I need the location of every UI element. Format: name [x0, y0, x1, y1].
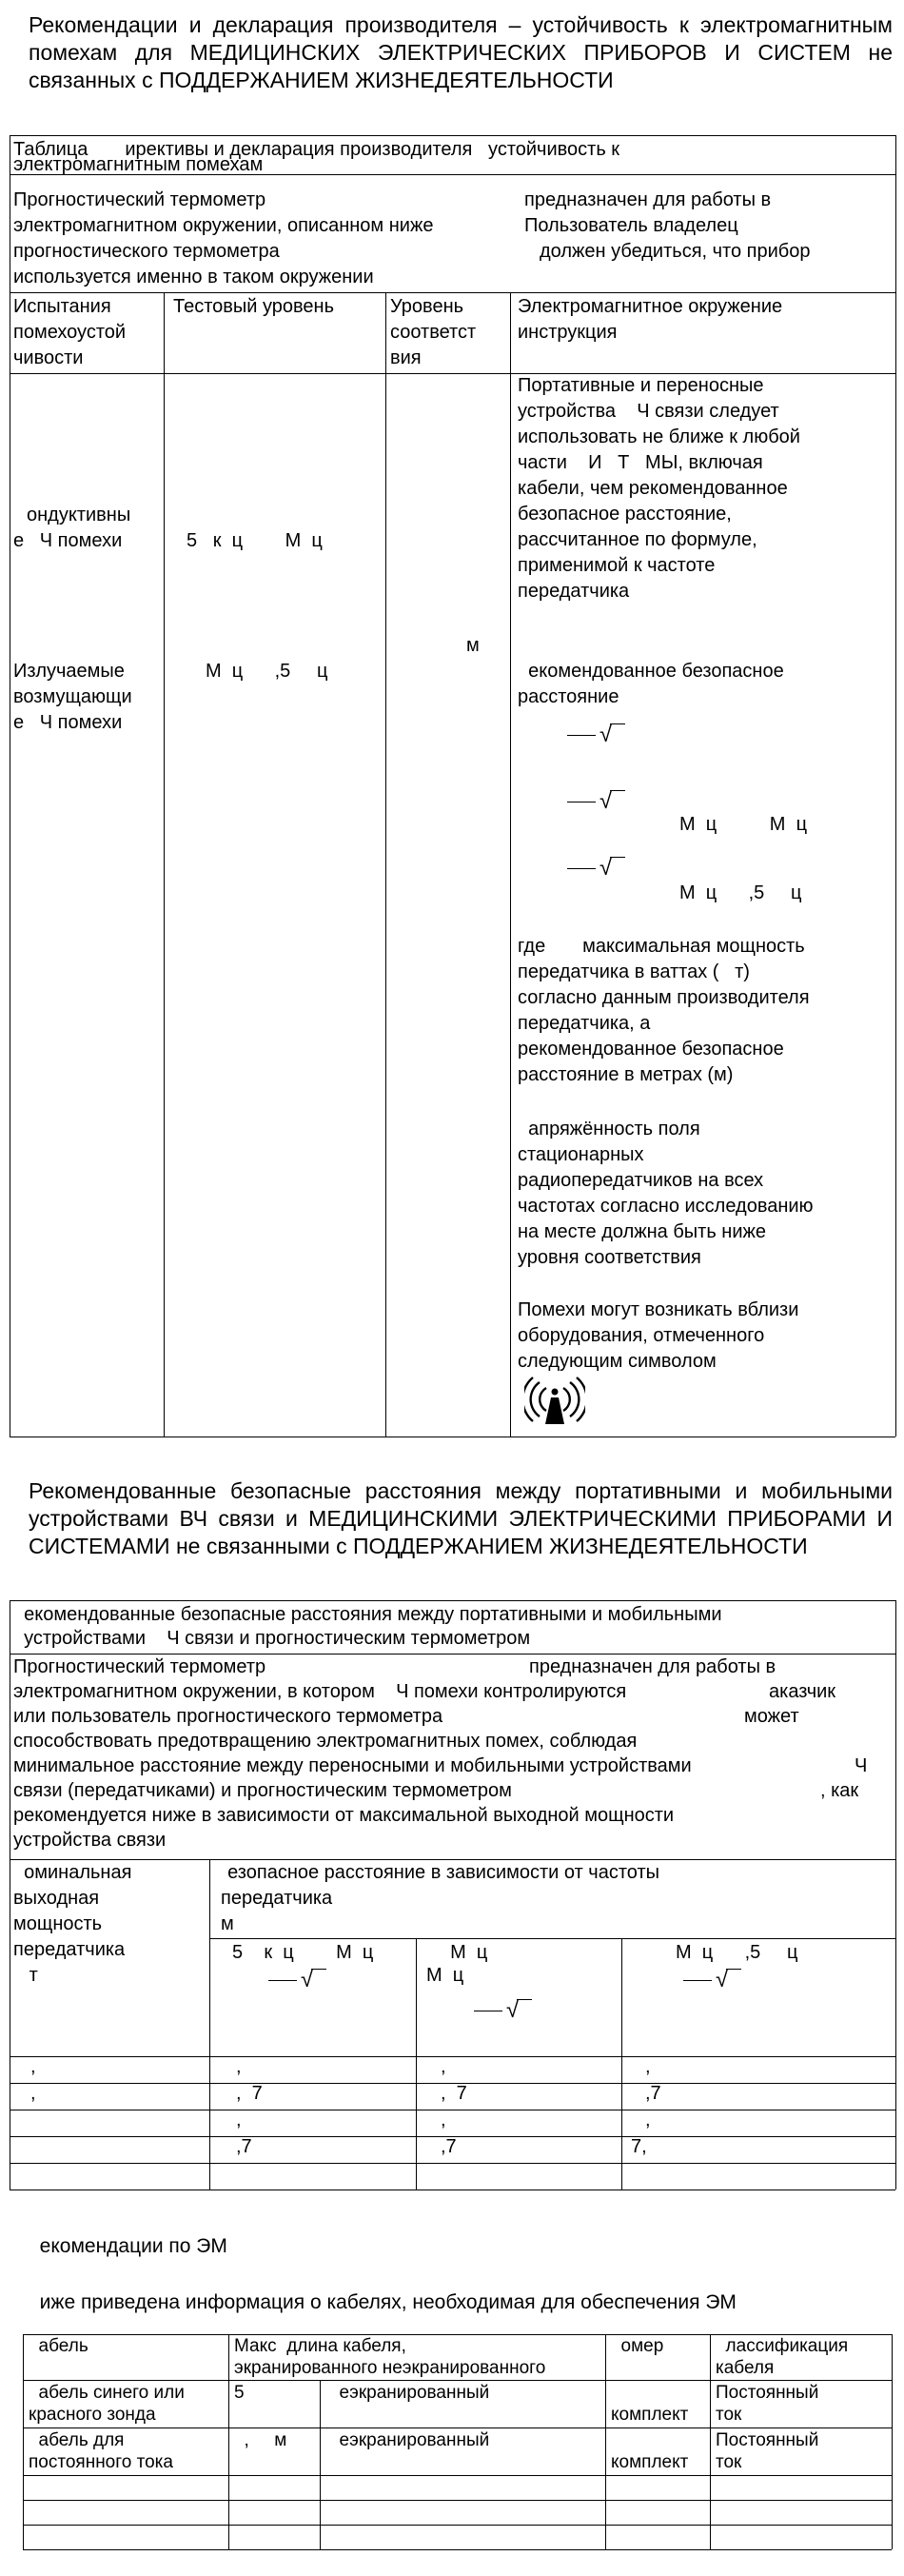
env-text: на месте должна быть ниже: [518, 1221, 767, 1242]
env-text: екомендованное безопасное: [518, 661, 784, 682]
row-conducted-level: 5 к ц М ц: [187, 530, 323, 551]
table2-col-divider: [416, 1938, 417, 2190]
table2-rule: [10, 2163, 895, 2164]
row-power: ,: [30, 2056, 36, 2077]
table2-intro: устройства связи: [13, 1830, 167, 1851]
table1-title-line2: электромагнитным помехам: [13, 154, 264, 175]
cable-length: , м: [234, 2430, 287, 2450]
section3-subheading: иже приведена информация о кабелях, необходимая для обеспечения ЭМ: [29, 2291, 737, 2313]
freq-header-a: 5 к ц М ц: [232, 1942, 374, 1963]
header-number: омер: [611, 2336, 664, 2356]
header-test-level: Тестовый уровень: [173, 296, 335, 317]
table2-intro: электромагнитном окружении, в котором Ч помехи контролируются: [13, 1681, 627, 1702]
env-text: передатчика в ваттах ( т): [518, 961, 750, 982]
header-test: Испытания: [13, 296, 111, 317]
row-dist-c: ,: [645, 2056, 651, 2077]
table3-col-divider: [710, 2334, 711, 2549]
section2-heading: Рекомендованные безопасные расстояния между портативными и мобильными устройствами ВЧ связи и МЕДИЦИНСКИМИ ЭЛЕКТРИЧЕСКИМИ ПРИБОРАМИ И СИСТЕМАМИ не связанными с ПОДДЕРЖАНИЕМ ЖИЗНЕДЕЯТЕЛЬНОСТИ: [29, 1478, 893, 1558]
env-text: рассчитанное по формуле,: [518, 529, 757, 550]
row-dist-a: ,: [236, 2056, 242, 2077]
formula-sqrt: √: [268, 1967, 326, 1993]
env-text: радиопередатчиков на всех: [518, 1170, 764, 1191]
cable-number: комплект: [611, 2452, 689, 2472]
table2-rule: [209, 1938, 895, 1939]
env-text: рекомендованное безопасное: [518, 1039, 784, 1060]
table1-col-divider: [164, 292, 165, 1437]
env-text: передатчика, а: [518, 1013, 651, 1034]
table2-rule: [10, 2056, 895, 2057]
table3-rule: [23, 2475, 892, 2476]
freq-header-b: М ц: [440, 1942, 488, 1963]
row-dist-c: 7,: [631, 2136, 647, 2157]
table2-intro: или пользователь прогностического термометра: [13, 1706, 443, 1727]
row-dist-a: , 7: [236, 2083, 263, 2104]
table1-col-divider: [510, 292, 511, 1437]
table3-col-divider: [605, 2334, 606, 2549]
row-dist-b: ,: [441, 2056, 446, 2077]
table2-intro: , как: [820, 1780, 859, 1801]
formula-sqrt: √: [567, 722, 625, 748]
formula-sqrt: √: [683, 1967, 741, 1993]
env-text: использовать не ближе к любой: [518, 426, 800, 447]
header-environment: инструкция: [518, 322, 618, 343]
cable-class: ток: [716, 2405, 742, 2425]
table2-intro: связи (передатчиками) и прогностическим термометром: [13, 1780, 512, 1801]
table2-intro: Прогностический термометр: [13, 1656, 266, 1677]
header-distance: м: [221, 1913, 234, 1934]
cable-name: абель для: [29, 2430, 125, 2450]
header-power: т: [13, 1965, 38, 1986]
section1-heading: Рекомендации и декларация производителя – устойчивость к электромагнитным помехам для МЕДИЦИНСКИХ ЭЛЕКТРИЧЕСКИХ ПРИБОРОВ И СИСТЕМ не связанных с ПОДДЕРЖАНИЕМ ЖИЗНЕДЕЯТЕЛЬНОСТИ: [29, 12, 893, 92]
formula-sqrt: √: [567, 855, 625, 882]
row-dist-b: ,7: [441, 2136, 457, 2157]
header-power: выходная: [13, 1888, 100, 1909]
env-text: где максимальная мощность: [518, 936, 805, 957]
formula-sqrt: √: [567, 788, 625, 815]
table2-intro: аказчик: [769, 1681, 836, 1702]
header-test: помехоустой: [13, 322, 127, 343]
table1-intro-right-1: предназначен для работы в: [524, 189, 772, 210]
env-text: уровня соответствия: [518, 1247, 701, 1268]
header-compliance: соответст: [390, 322, 477, 343]
env-text: расстояние: [518, 686, 619, 707]
env-text: части И Т МЫ, включая: [518, 452, 763, 473]
table2-border-right: [895, 1600, 896, 2190]
header-power: передатчика: [13, 1939, 126, 1960]
header-cable: абель: [29, 2336, 88, 2356]
table3-border-left: [23, 2334, 24, 2549]
header-maxlen: Макс длина кабеля,: [234, 2336, 406, 2356]
cable-number: комплект: [611, 2405, 689, 2425]
row-conducted-label: е Ч помехи: [13, 530, 123, 551]
env-text: оборудования, отмеченного: [518, 1325, 765, 1346]
table2-intro: способствовать предотвращению электромагнитных помех, соблюдая: [13, 1731, 638, 1752]
table2-title-line1: екомендованные безопасные расстояния между портативными и мобильными: [13, 1604, 722, 1625]
table1-intro-right-3: должен убедиться, что прибор: [540, 241, 811, 262]
cable-class: Постоянный: [716, 2383, 819, 2403]
table1-intro-left-4: используется именно в таком окружении: [13, 267, 374, 287]
header-compliance: вия: [390, 347, 422, 368]
table2-intro: Ч: [855, 1755, 868, 1776]
env-text: устройства Ч связи следует: [518, 401, 779, 422]
env-text: следующим символом: [518, 1351, 717, 1372]
table1-border-top: [10, 135, 895, 136]
header-class: лассификация: [716, 2336, 849, 2356]
env-text: апряжённость поля: [518, 1119, 700, 1139]
row-conducted-label: ондуктивны: [27, 505, 131, 525]
table3-rule: [23, 2500, 892, 2501]
header-power: оминальная: [13, 1862, 132, 1883]
row-radiated-label: возмущающи: [13, 686, 132, 707]
env-text: передатчика: [518, 581, 630, 602]
header-distance: передатчика: [221, 1888, 333, 1909]
row-radiated-label: е Ч помехи: [13, 712, 123, 733]
cable-shielding: еэкранированный: [329, 2430, 490, 2450]
env-text: безопасное расстояние,: [518, 504, 732, 525]
table3-border-right: [892, 2334, 893, 2549]
table2-border-top: [10, 1600, 895, 1601]
row-dist-b: , 7: [441, 2083, 467, 2104]
env-text: частотах согласно исследованию: [518, 1196, 814, 1217]
table3-rule: [23, 2525, 892, 2526]
table3-border-bottom: [23, 2549, 892, 2550]
env-text: Портативные и переносные: [518, 375, 764, 396]
table2-intro: может: [744, 1706, 799, 1727]
freq-header-c: М ц ,5 ц: [676, 1942, 798, 1963]
row-compliance-value: м: [466, 635, 480, 656]
table2-col-divider: [621, 1938, 622, 2190]
row-dist-a: ,7: [236, 2136, 252, 2157]
header-class: кабеля: [716, 2358, 775, 2378]
env-text: кабели, чем рекомендованное: [518, 478, 788, 499]
freq-header-b: М ц: [426, 1965, 464, 1986]
env-text: применимой к частоте: [518, 555, 716, 576]
env-text: согласно данным производителя: [518, 987, 810, 1008]
cable-name: постоянного тока: [29, 2452, 173, 2472]
table2-intro: предназначен для работы в: [529, 1656, 776, 1677]
header-distance: езопасное расстояние в зависимости от частоты: [217, 1862, 659, 1883]
formula-range: М ц ,5 ц: [679, 882, 802, 903]
row-radiated-level: М ц ,5 ц: [206, 661, 328, 682]
formula-range: М ц М ц: [679, 814, 808, 835]
env-text: стационарных: [518, 1144, 644, 1165]
env-text: Помехи могут возникать вблизи: [518, 1299, 799, 1320]
header-environment: Электромагнитное окружение: [518, 296, 783, 317]
cable-class: ток: [716, 2452, 742, 2472]
table1-rule: [10, 292, 895, 293]
cable-class: Постоянный: [716, 2430, 819, 2450]
table2-col-divider: [209, 1859, 210, 2190]
env-text: расстояние в метрах (м): [518, 1064, 734, 1085]
header-test: чивости: [13, 347, 84, 368]
section3-heading: екомендации по ЭМ: [29, 2235, 227, 2257]
header-power: мощность: [13, 1913, 103, 1934]
table1-border-right: [895, 135, 896, 1437]
row-dist-c: ,: [645, 2110, 651, 2130]
row-dist-c: ,7: [645, 2083, 661, 2104]
table2-intro: рекомендуется ниже в зависимости от максимальной выходной мощности: [13, 1805, 675, 1826]
table1-col-divider: [385, 292, 386, 1437]
table1-title-line1: Таблица ирективы и декларация производителя устойчивость к: [13, 139, 620, 160]
nonionizing-radiation-icon: [524, 1377, 585, 1430]
header-compliance: Уровень: [390, 296, 464, 317]
cable-name: абель синего или: [29, 2383, 185, 2403]
header-maxlen: экранированного неэкранированного: [234, 2358, 546, 2378]
table2-title-line2: устройствами Ч связи и прогностическим термометром: [13, 1628, 531, 1649]
row-power: ,: [30, 2083, 36, 2104]
table1-intro-right-2: Пользователь владелец: [524, 215, 738, 236]
table1-intro-left-3: прогностического термометра: [13, 241, 280, 262]
table3-col-divider: [320, 2380, 321, 2549]
cable-name: красного зонда: [29, 2405, 156, 2425]
row-dist-a: ,: [236, 2110, 242, 2130]
cable-shielding: еэкранированный: [329, 2383, 490, 2403]
table3-col-divider: [228, 2334, 229, 2549]
table1-intro-left-2: электромагнитном окружении, описанном ниже: [13, 215, 434, 236]
row-dist-b: ,: [441, 2110, 446, 2130]
table2-intro: минимальное расстояние между переносными и мобильными устройствами: [13, 1755, 692, 1776]
table1-intro-left-1: Прогностический термометр: [13, 189, 266, 210]
formula-sqrt: √: [474, 1997, 532, 2024]
cable-length: 5: [234, 2383, 245, 2403]
row-radiated-label: Излучаемые: [13, 661, 125, 682]
